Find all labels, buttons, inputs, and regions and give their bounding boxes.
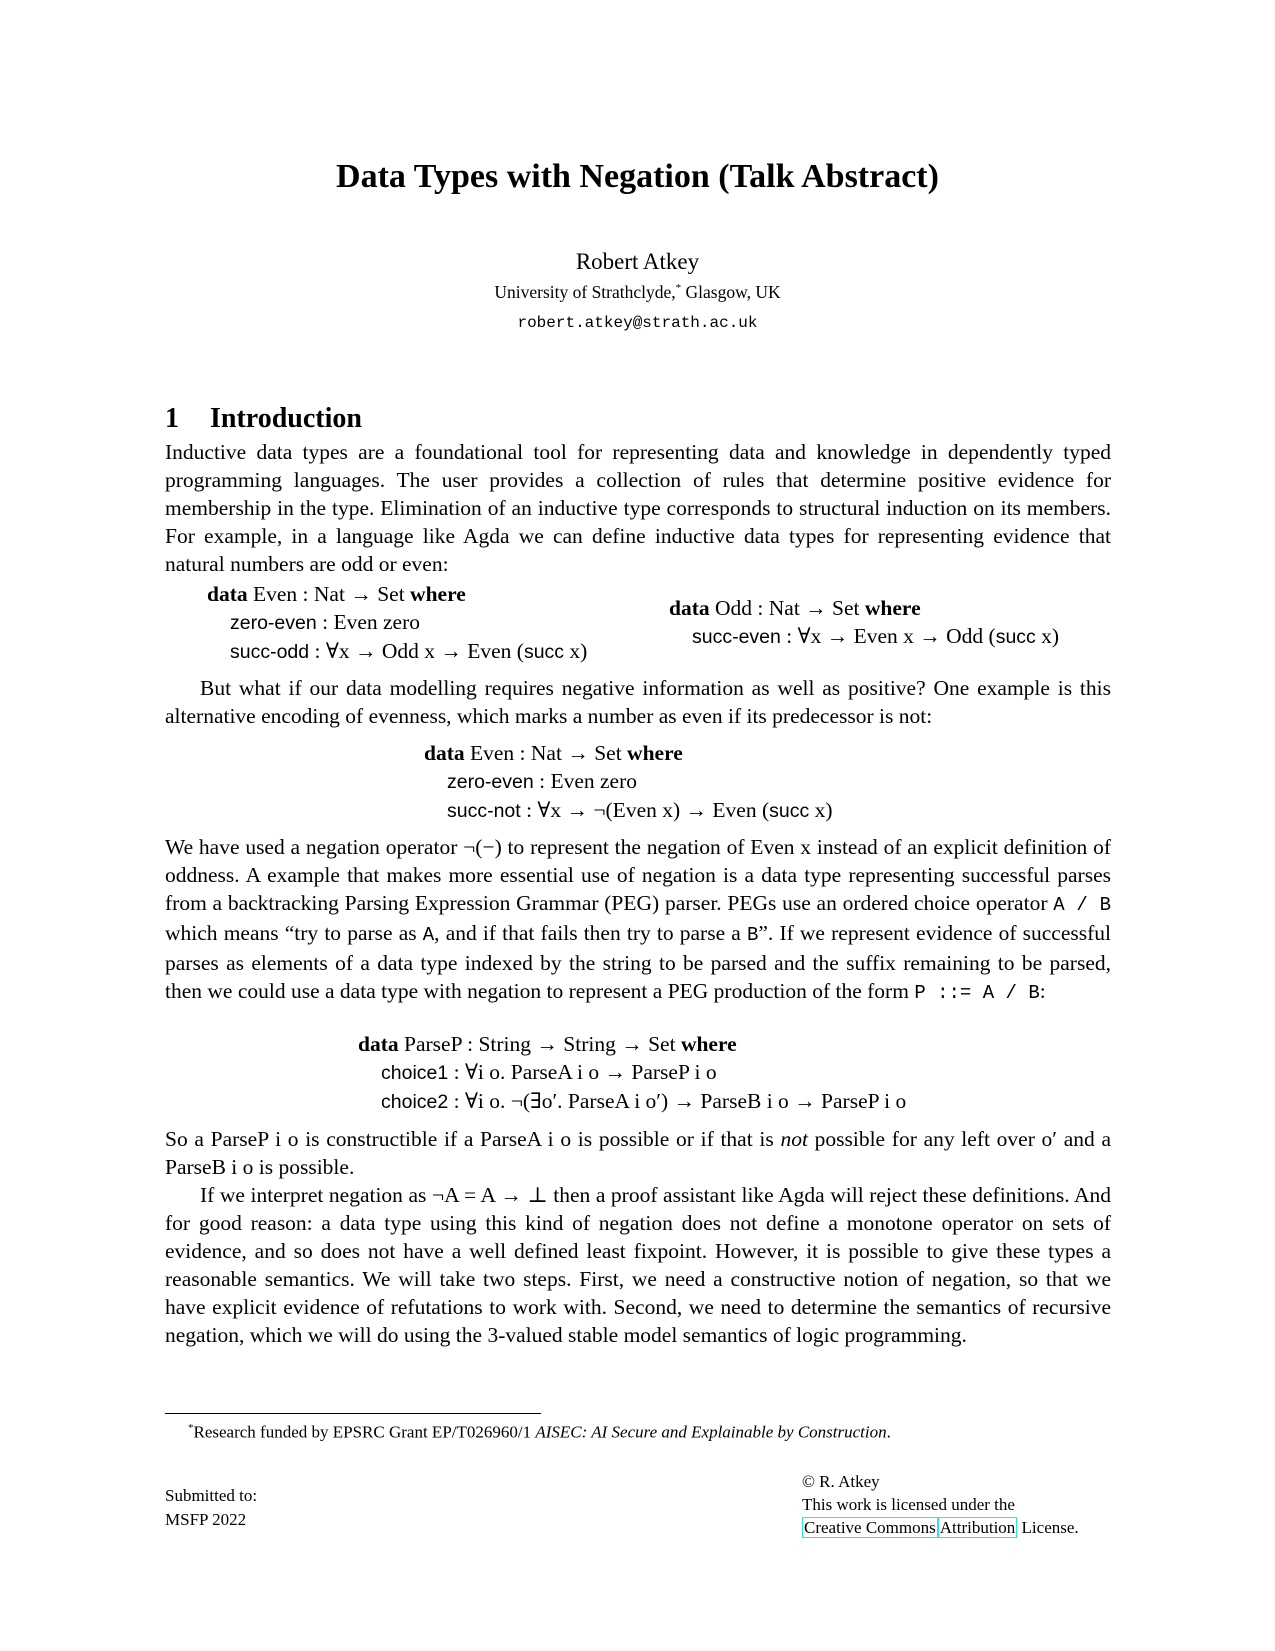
code-block-parsep: data ParseP : String → String → Set where choice1 : ∀i o. ParseA i o → ParseP i o choice2 : ∀i o. ¬(∃o′. ParseA i o′) → ParseB i o → ParseP i o: [358, 1032, 907, 1113]
author-email: robert.atkey@strath.ac.uk: [517, 314, 758, 332]
code-block-odd: data Odd : Nat → Set where succ-even : ∀x → Even x → Odd (succ x): [669, 596, 1060, 648]
paragraph-semantics: If we interpret negation as ¬A = A → ⊥ then a proof assistant like Agda will reject these definitions. And for good reason: a data type using this kind of negation does not define a monotone operator on sets of evidence, and so does not have a well defined least fixpoint. However, it is possible to give these types a reasonable semantics. We will take two steps. First, we need a constructive notion of negation, so that we have explicit evidence of refutations to work with. Second, we need to determine the semantics of recursive negation, which we will do using the 3-valued stable model semantics of logic programming.: [165, 1183, 1111, 1347]
submission-info: Submitted to: MSFP 2022: [165, 1486, 258, 1529]
license-info: © R. Atkey This work is licensed under the Creative Commons Attribution License.: [802, 1472, 1079, 1537]
footnote: *Research funded by EPSRC Grant EP/T026960/1 AISEC: AI Secure and Explainable by Construction.: [188, 1422, 891, 1442]
author-name: Robert Atkey: [575, 249, 700, 274]
author-affiliation: University of Strathclyde,* Glasgow, UK: [494, 282, 781, 302]
code-block-even-negation: data Even : Nat → Set where zero-even : Even zero succ-not : ∀x → ¬(Even x) → Even (succ x): [424, 741, 833, 822]
footnote-mark: *: [675, 282, 682, 295]
footnote-rule: [165, 1413, 541, 1414]
code-block-even: data Even : Nat → Set where zero-even : Even zero succ-odd : ∀x → Odd x → Even (succ x): [207, 582, 588, 663]
paragraph-parsep: So a ParseP i o is constructible if a ParseA i o is possible or if that is not possible for any left over o′ and a ParseB i o is possible.: [165, 1127, 1111, 1179]
paper-title: Data Types with Negation (Talk Abstract): [336, 158, 939, 195]
creative-commons-link[interactable]: Creative Commons: [804, 1518, 936, 1537]
paragraph-peg: We have used a negation operator ¬(−) to represent the negation of Even x instead of an explicit definition of oddness. A example that makes more essential use of negation is a data type representing successful parses from a backtracking Parsing Expression Grammar (PEG) parser. PEGs use an ordered choice operator A / B which means “try to parse as A, and if that fails then try to parse a B”. If we represent evidence of successful parses as elements of a data type indexed by the string to be parsed and the suffix remaining to be parsed, then we could use a data type with negation to represent a PEG production of the form P ::= A / B:: [165, 835, 1112, 1004]
section-number: 1: [165, 403, 179, 434]
paragraph-intro: Inductive data types are a foundational tool for representing data and knowledge in dependently typed programming languages. The user provides a collection of rules that determine positive evidence for membership in the type. Elimination of an inductive type corresponds to structural induction on its members. For example, in a language like Agda we can define inductive data types for representing evidence that natural numbers are odd or even:: [165, 440, 1111, 576]
section-title: Introduction: [210, 403, 362, 434]
paragraph-negative-info: But what if our data modelling requires negative information as well as positive? One example is this alternative encoding of evenness, which marks a number as even if its predecessor is not:: [165, 676, 1111, 728]
attribution-link[interactable]: Attribution: [939, 1518, 1016, 1537]
section-heading: [165, 403, 362, 435]
